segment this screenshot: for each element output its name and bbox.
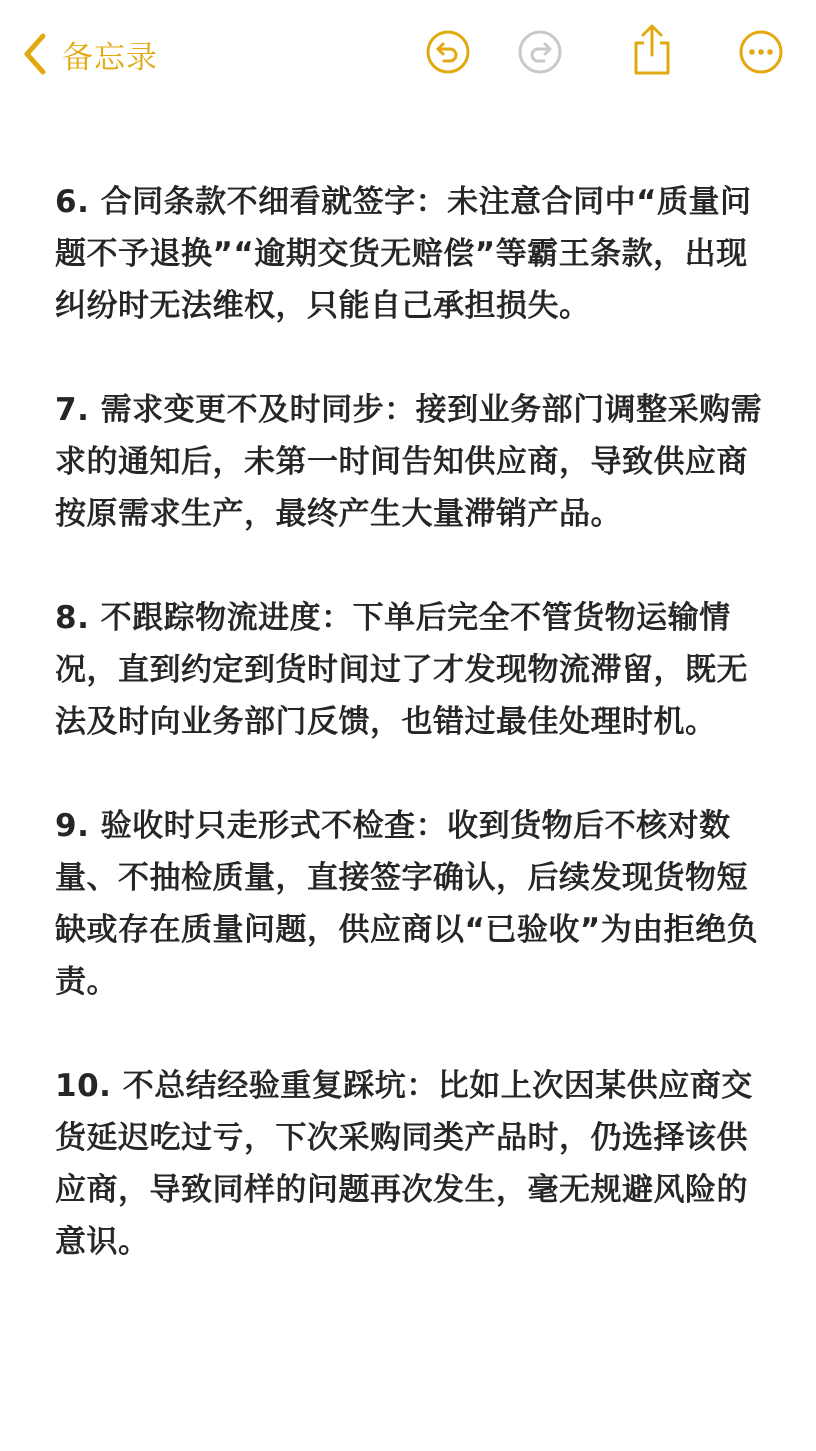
note-paragraph: 6. 合同条款不细看就签字：未注意合同中“质量问题不予退换”“逾期交货无赔偿”等霸王条款，出现纠纷时无法维权，只能自己承担损失。 (55, 184, 752, 324)
redo-icon (517, 29, 563, 79)
note-paragraph: 7. 需求变更不及时同步：接到业务部门调整采购需求的通知后，未第一时间告知供应商，导致供应商按原需求生产，最终产生大量滞销产品。 (55, 392, 763, 532)
back-label: 备忘录 (62, 39, 158, 76)
share-button[interactable] (628, 24, 676, 80)
undo-icon (425, 29, 471, 79)
more-button[interactable] (737, 30, 785, 78)
top-toolbar (0, 0, 816, 110)
back-button[interactable] (22, 30, 158, 78)
undo-button[interactable] (424, 30, 472, 78)
note-paragraph: 10. 不总结经验重复踩坑：比如上次因某供应商交货延迟吃过亏，下次采购同类产品时，仍选择该供应商，导致同样的问题再次发生，毫无规避风险的意识。 (55, 1068, 753, 1260)
note-paragraph: 8. 不跟踪物流进度：下单后完全不管货物运输情况，直到约定到货时间过了才发现物流滞留，既无法及时向业务部门反馈，也错过最佳处理时机。 (55, 600, 748, 740)
note-paragraph: 9. 验收时只走形式不检查：收到货物后不核对数量、不抽检质量，直接签字确认，后续发现货物短缺或存在质量问题，供应商以“已验收”为由拒绝负责。 (55, 808, 759, 1000)
note-body[interactable] (55, 176, 775, 1320)
chevron-left-icon (22, 32, 48, 76)
redo-button[interactable] (516, 30, 564, 78)
share-icon (630, 23, 674, 81)
more-icon (738, 29, 784, 79)
